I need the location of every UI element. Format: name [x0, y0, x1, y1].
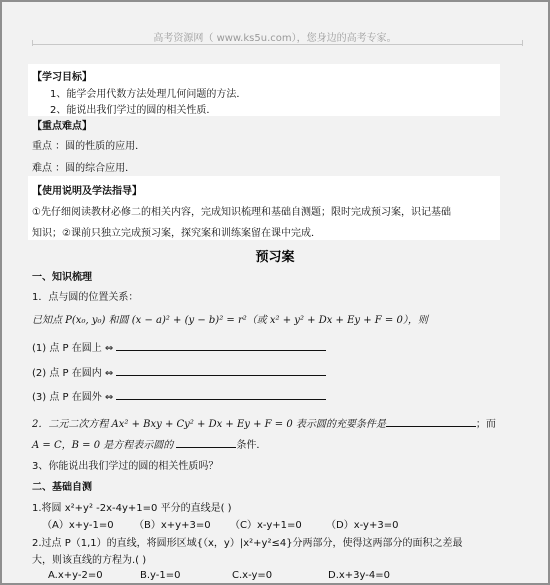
answer-blank[interactable] [176, 438, 236, 448]
option: （B）x+y+3=0 [134, 520, 211, 531]
option-row [42, 516, 398, 531]
known-condition [32, 311, 428, 326]
condition-text: A = C，B = 0 是方程表示圆的 [32, 440, 174, 451]
question-text: 2.过点 P（1,1）的直线，将圆形区域{（x，y）|x²+y²≤4}分两部分，使得这两部分的面积之差最 [32, 538, 463, 549]
header-rule [32, 44, 522, 45]
option: D.x+3y-4=0 [328, 570, 390, 581]
option: B.y-1=0 [140, 570, 181, 581]
section-heading: 一、知识梳理 [32, 272, 92, 283]
item-text: 1．点与圆的位置关系： [32, 292, 139, 303]
goal-item: 2、能说出我们学过的圆的相关性质． [50, 105, 217, 116]
section-heading: 二、基础自测 [32, 482, 92, 493]
item-tail: 条件． [236, 440, 267, 451]
case-label: (1) 点 P 在圆上 ⇔ [32, 343, 114, 354]
answer-blank[interactable] [386, 417, 476, 427]
usage-line: 知识；②课前只独立完成预习案，探究案和训练案留在课中完成． [32, 228, 321, 239]
question-text: 大，则该直线的方程为.( ) [32, 555, 147, 566]
case-row [32, 388, 326, 403]
header-text: 高考资源网（ www.ks5u.com），您身边的高考专家。 [153, 33, 397, 44]
page-header [2, 2, 548, 46]
option: （D）x-y+3=0 [326, 520, 399, 531]
question-text: 1.将圆 x²+y² -2x-4y+1=0 平分的直线是( ) [32, 503, 232, 514]
item-text [32, 436, 266, 451]
equation-text: 2．二元二次方程 Ax² + Bxy + Cy² + Dx + Ey + F = 0 表示圆的充要条件是 [32, 419, 386, 430]
key-point: 重点 ：圆的性质的应用． [32, 141, 146, 152]
margin-mark-left [32, 40, 33, 46]
option: C.x-y=0 [232, 570, 273, 581]
answer-blank[interactable] [116, 341, 326, 351]
option: （C）x-y+1=0 [230, 520, 302, 531]
section-title: 预习案 [255, 250, 295, 265]
margin-mark-right [522, 40, 523, 46]
option: A.x+y-2=0 [48, 570, 103, 581]
option-row [48, 570, 390, 581]
answer-blank[interactable] [116, 366, 326, 376]
goals-heading: 【学习目标】 [32, 72, 92, 83]
document-page [2, 2, 548, 583]
case-row [32, 364, 326, 379]
item-tail: ；而 [475, 419, 496, 430]
option: （A）x+y-1=0 [42, 520, 114, 531]
case-row [32, 339, 326, 354]
answer-blank[interactable] [116, 390, 326, 400]
goal-item: 1、能学会用代数方法处理几何问题的方法． [50, 89, 247, 100]
case-label: (2) 点 P 在圆内 ⇔ [32, 368, 114, 379]
circle-condition-formula: 已知点 P(x₀, y₀) 和圆 (x − a)² + (y − b)² = r²（或 x² + y² + Dx + Ey + F = 0），则 [32, 315, 428, 326]
difficulty-point: 难点 ：圆的综合应用． [32, 163, 136, 174]
item-text: 3、你能说出我们学过的圆的相关性质吗？ [32, 461, 219, 472]
item-text [32, 415, 496, 430]
usage-line: ①先仔细阅读教材必修二的相关内容，完成知识梳理和基础自测题；限时完成预习案，识记基础 [32, 207, 451, 218]
case-label: (3) 点 P 在圆外 ⇔ [32, 392, 114, 403]
usage-heading: 【使用说明及学法指导】 [32, 186, 142, 197]
keypoints-heading: 【重点难点】 [32, 121, 92, 132]
